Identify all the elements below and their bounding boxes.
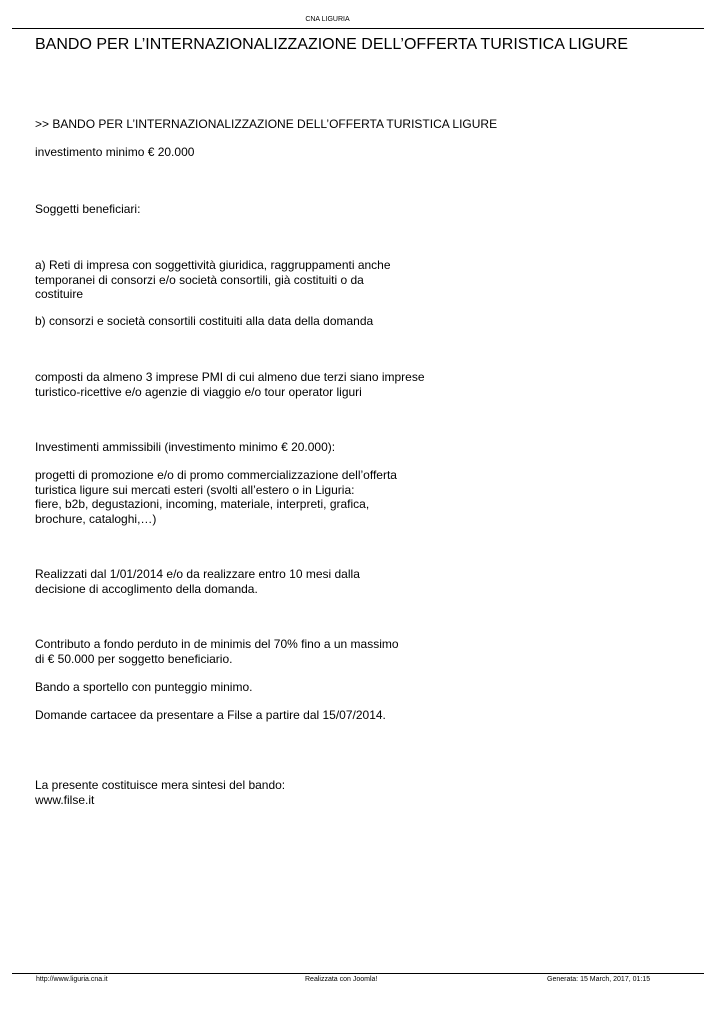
timing bbox=[35, 567, 360, 596]
beneficiary-a bbox=[35, 258, 391, 302]
summary-note-line: La presente costituisce mera sintesi del bando: bbox=[35, 778, 286, 792]
footer-generated: Generata: 15 March, 2017, 01:15 bbox=[547, 976, 651, 983]
site-header-name: CNA LIGURIA bbox=[305, 16, 350, 23]
composition-line: turistico-ricettive e/o agenzie di viaggio e/o tour operator liguri bbox=[35, 384, 362, 399]
composition bbox=[35, 370, 425, 399]
eligible-projects-line: brochure, cataloghi,…) bbox=[35, 511, 157, 526]
header-divider bbox=[12, 28, 704, 29]
beneficiary-a-line: temporanei di consorzi e/o società consortili, già costituiti o da bbox=[35, 272, 364, 287]
composition-line: composti da almeno 3 imprese PMI di cui almeno due terzi siano imprese bbox=[35, 370, 425, 384]
summary-note bbox=[35, 778, 285, 807]
eligible-projects-line: turistica ligure sui mercati esteri (svolti all’estero o in Liguria: bbox=[35, 482, 355, 497]
intro-line: >> BANDO PER L’INTERNAZIONALIZZAZIONE DELL’OFFERTA TURISTICA LIGURE bbox=[35, 117, 498, 131]
contribution bbox=[35, 637, 399, 666]
footer-divider bbox=[12, 973, 704, 974]
eligible-projects-line: fiere, b2b, degustazioni, incoming, materiale, interpreti, grafica, bbox=[35, 497, 370, 511]
contribution-line: Contributo a fondo perduto in de minimis del 70% fino a un massimo bbox=[35, 637, 399, 651]
beneficiary-a-line: costituire bbox=[35, 287, 84, 301]
eligible-projects-line: progetti di promozione e/o di promo commercializzazione dell’offerta bbox=[35, 468, 397, 482]
eligible-heading: Investimenti ammissibili (investimento minimo € 20.000): bbox=[35, 440, 336, 454]
min-investment: investimento minimo € 20.000 bbox=[35, 145, 195, 159]
applications-note: Domande cartacee da presentare a Filse a partire dal 15/07/2014. bbox=[35, 708, 386, 722]
footer-made-with: Realizzata con Joomla! bbox=[305, 976, 378, 983]
timing-line: Realizzati dal 1/01/2014 e/o da realizzare entro 10 mesi dalla bbox=[35, 567, 360, 581]
page-title: BANDO PER L’INTERNAZIONALIZZAZIONE DELL’OFFERTA TURISTICA LIGURE bbox=[35, 36, 629, 53]
beneficiary-a-line: a) Reti di impresa con soggettività giuridica, raggruppamenti anche bbox=[35, 258, 391, 272]
timing-line: decisione di accoglimento della domanda. bbox=[35, 581, 258, 596]
footer-url[interactable]: http://www.liguria.cna.it bbox=[36, 976, 108, 983]
contribution-line: di € 50.000 per soggetto beneficiario. bbox=[35, 651, 233, 666]
eligible-projects bbox=[35, 468, 397, 526]
summary-link[interactable]: www.filse.it bbox=[35, 792, 95, 807]
beneficiaries-heading: Soggetti beneficiari: bbox=[35, 202, 141, 216]
beneficiary-b: b) consorzi e società consortili costituiti alla data della domanda bbox=[35, 314, 374, 328]
counter-note: Bando a sportello con punteggio minimo. bbox=[35, 680, 253, 694]
